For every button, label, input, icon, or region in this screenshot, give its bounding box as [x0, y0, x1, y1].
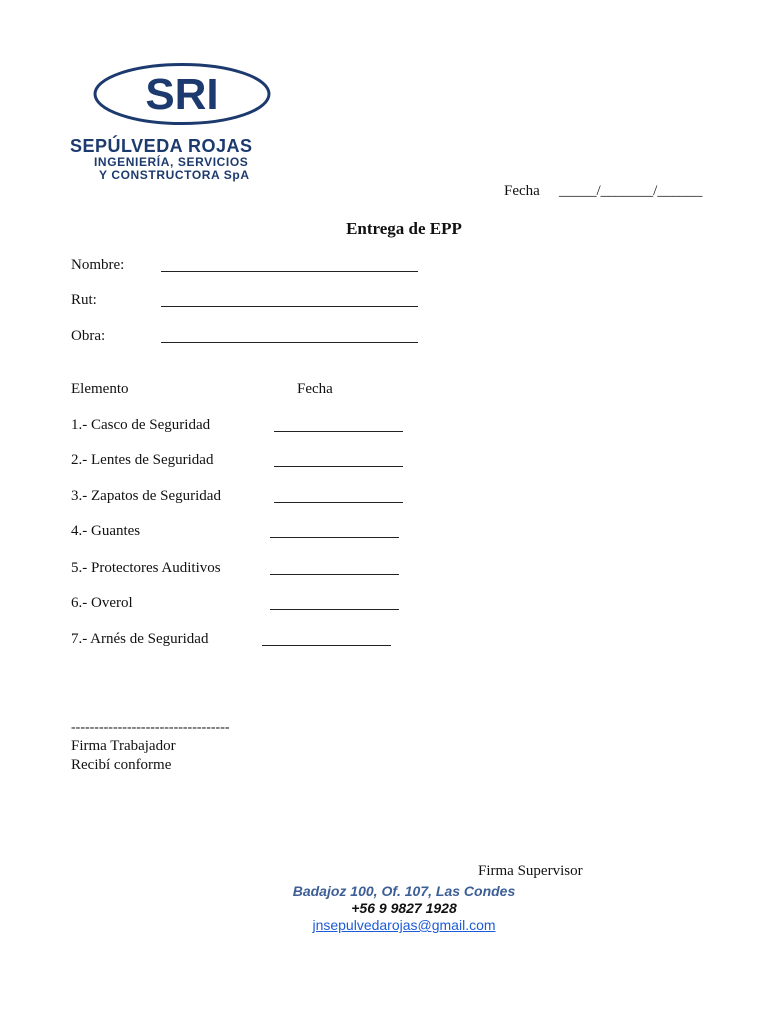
- company-name: SEPÚLVEDA ROJAS: [70, 136, 253, 156]
- item-date-line[interactable]: [274, 502, 403, 503]
- column-header-date: Fecha: [297, 381, 333, 397]
- field-line-rut[interactable]: [161, 306, 418, 307]
- field-label-rut: Rut:: [71, 292, 97, 308]
- item-date-line[interactable]: [274, 431, 403, 432]
- column-header-element: Elemento: [71, 381, 129, 397]
- logo-text: SRI: [145, 70, 219, 119]
- footer-address: Badajoz 100, Of. 107, Las Condes: [292, 883, 516, 899]
- list-item: 1.- Casco de Seguridad: [71, 417, 211, 433]
- list-item: 2.- Lentes de Seguridad: [71, 452, 214, 468]
- list-item: 5.- Protectores Auditivos: [71, 560, 221, 576]
- signature-label-worker: Firma Trabajador: [71, 738, 176, 754]
- list-item: 3.- Zapatos de Seguridad: [71, 488, 221, 504]
- document-title: Entrega de EPP: [346, 219, 462, 238]
- footer-phone: +56 9 9827 1928: [351, 900, 457, 916]
- signature-label-supervisor: Firma Supervisor: [478, 863, 583, 879]
- item-date-line[interactable]: [262, 645, 391, 646]
- item-date-line[interactable]: [274, 466, 403, 467]
- company-subtitle-line2: Y CONSTRUCTORA SpA: [99, 168, 250, 182]
- signature-line-worker: ----------------------------------: [71, 720, 230, 735]
- list-item: 6.- Overol: [71, 595, 133, 611]
- field-label-obra: Obra:: [71, 328, 106, 344]
- field-label-nombre: Nombre:: [71, 257, 125, 273]
- list-item: 7.- Arnés de Seguridad: [71, 631, 209, 647]
- company-logo: [93, 63, 271, 125]
- date-blank[interactable]: _____/_______/______: [559, 183, 703, 199]
- footer-email-link[interactable]: jnsepulvedarojas@gmail.com: [312, 917, 496, 933]
- signature-note: Recibí conforme: [71, 757, 172, 773]
- date-label: Fecha: [504, 183, 540, 199]
- item-date-line[interactable]: [270, 537, 399, 538]
- field-line-obra[interactable]: [161, 342, 418, 343]
- item-date-line[interactable]: [270, 609, 399, 610]
- company-subtitle-line1: INGENIERÍA, SERVICIOS: [94, 155, 249, 169]
- item-date-line[interactable]: [270, 574, 399, 575]
- list-item: 4.- Guantes: [71, 523, 141, 539]
- field-line-nombre[interactable]: [161, 271, 418, 272]
